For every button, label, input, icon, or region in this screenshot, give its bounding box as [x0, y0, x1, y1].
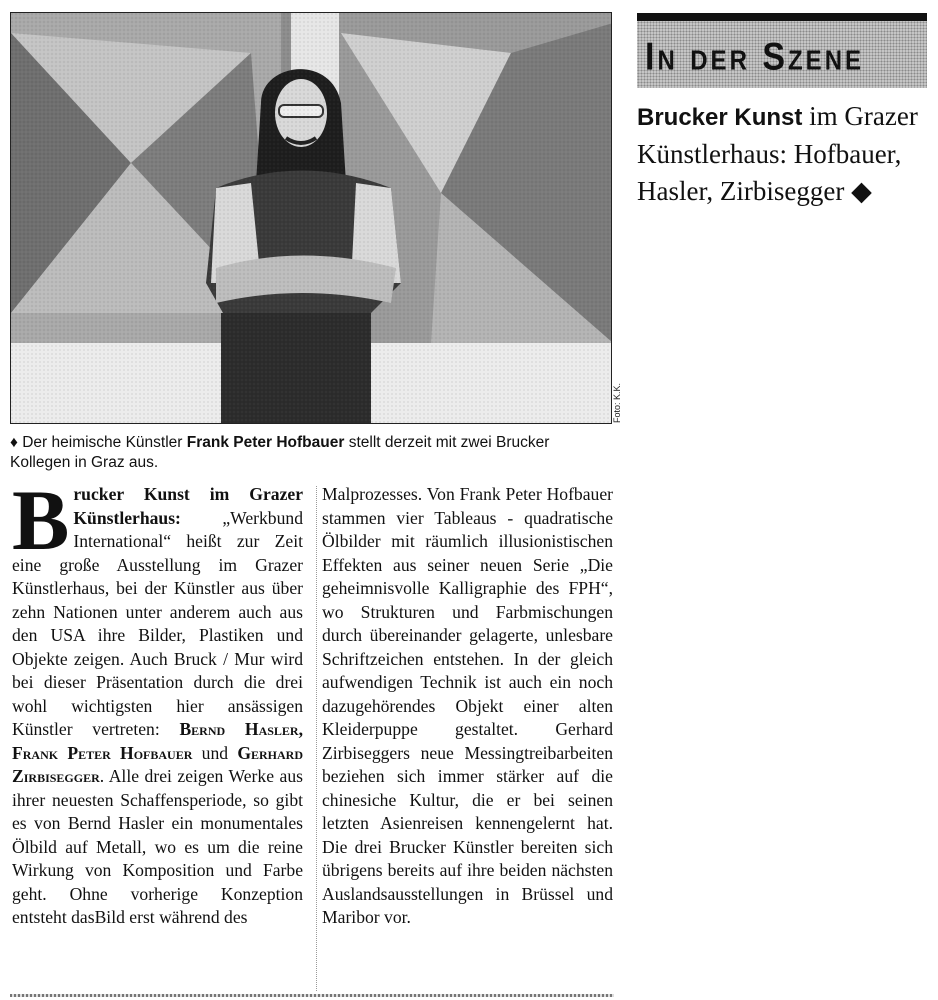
artist-name-2: Frank Peter Hofbauer	[12, 742, 193, 763]
sidebar-header	[637, 21, 927, 88]
artist-separator-2: und	[192, 742, 238, 763]
artist-separator-1: ,	[298, 719, 303, 739]
sidebar-title: In der Szene	[645, 35, 865, 79]
article-lead: rucker Kunst im Grazer Künstlerhaus:	[73, 484, 303, 528]
artist-name-1: Bernd Hasler	[179, 719, 299, 739]
article-column-1	[12, 472, 303, 930]
sidebar-teaser-text: im Grazer Künstlerhaus: Hofbauer, Hasler, Zirbisegger	[637, 101, 918, 206]
caption-name: Frank Peter Hofbauer	[186, 434, 345, 451]
photo-caption	[10, 433, 610, 473]
article-column-2: Malprozesses. Von Frank Peter Hofbauer stammen vier Tableaus - quadratische Ölbilder mit räumlich illusionistischen Effekten aus seiner neuen Serie „Die geheimnisvolle Kalligraphie des FPH“, wo Strukturen und Farbmischungen durch übereinander gelagerte, unlesbare Schriftzeichen entstehen. In der gleich aufwendigen Technik ist auch ein noch dazugehörendes Objekt einer alten Kleiderpuppe gestaltet. Gerhard Zirbiseggers neue Messingtreibarbeiten beziehen sich immer stärker auf die chinesiche Kultur, die er bei seinen letzten Asienreisen kennengelernt hat. Die drei Brucker Künstler bereiten sich übrigens bereits auf ihre beiden nächsten Auslandsausstellungen in Brüssel und Maribor vor.	[322, 484, 613, 927]
bottom-divider	[10, 994, 614, 997]
caption-bullet-icon: ♦	[10, 434, 18, 451]
portrait-photo-icon	[11, 13, 612, 424]
drop-cap: B	[12, 472, 70, 568]
article-paragraph-1: „Werkbund International“ heißt zur Zeit eine große Ausstellung im Grazer Künstlerhaus, bei der Künstler aus über zehn Nationen unter anderem auch aus den USA ihre Bilder, Plastiken und Objekte zeigen. Auch Bruck / Mur wird bei dieser Präsentation durch die drei wohl wichtigsten hier ansässigen Künstler vertreten:	[12, 507, 303, 739]
sidebar-teaser-bold: Brucker Kunst	[637, 104, 803, 131]
column-divider	[316, 486, 317, 991]
article-paragraph-2: . Alle drei zeigen Werke aus ihrer neuesten Schaffensperiode, so gibt es von Bernd Hasler ein monumentales Ölbild auf Metall, wo es um die reine Wirkung von Komposition und Farbe geht. Ohne vorherige Konzeption entsteht dasBild erst während des	[12, 766, 303, 927]
caption-text-after: stellt derzeit mit zwei Brucker Kollegen in Graz aus.	[10, 434, 550, 471]
diamond-icon: ◆	[851, 176, 872, 206]
photo-credit: Foto: K.K.	[612, 382, 622, 423]
sidebar-top-bar	[637, 13, 927, 21]
artist-name-3: Gerhard Zirbisegger	[12, 742, 303, 786]
article-photo	[10, 12, 612, 424]
sidebar-teaser	[637, 98, 927, 210]
caption-text-before: Der heimische Künstler	[17, 434, 187, 451]
